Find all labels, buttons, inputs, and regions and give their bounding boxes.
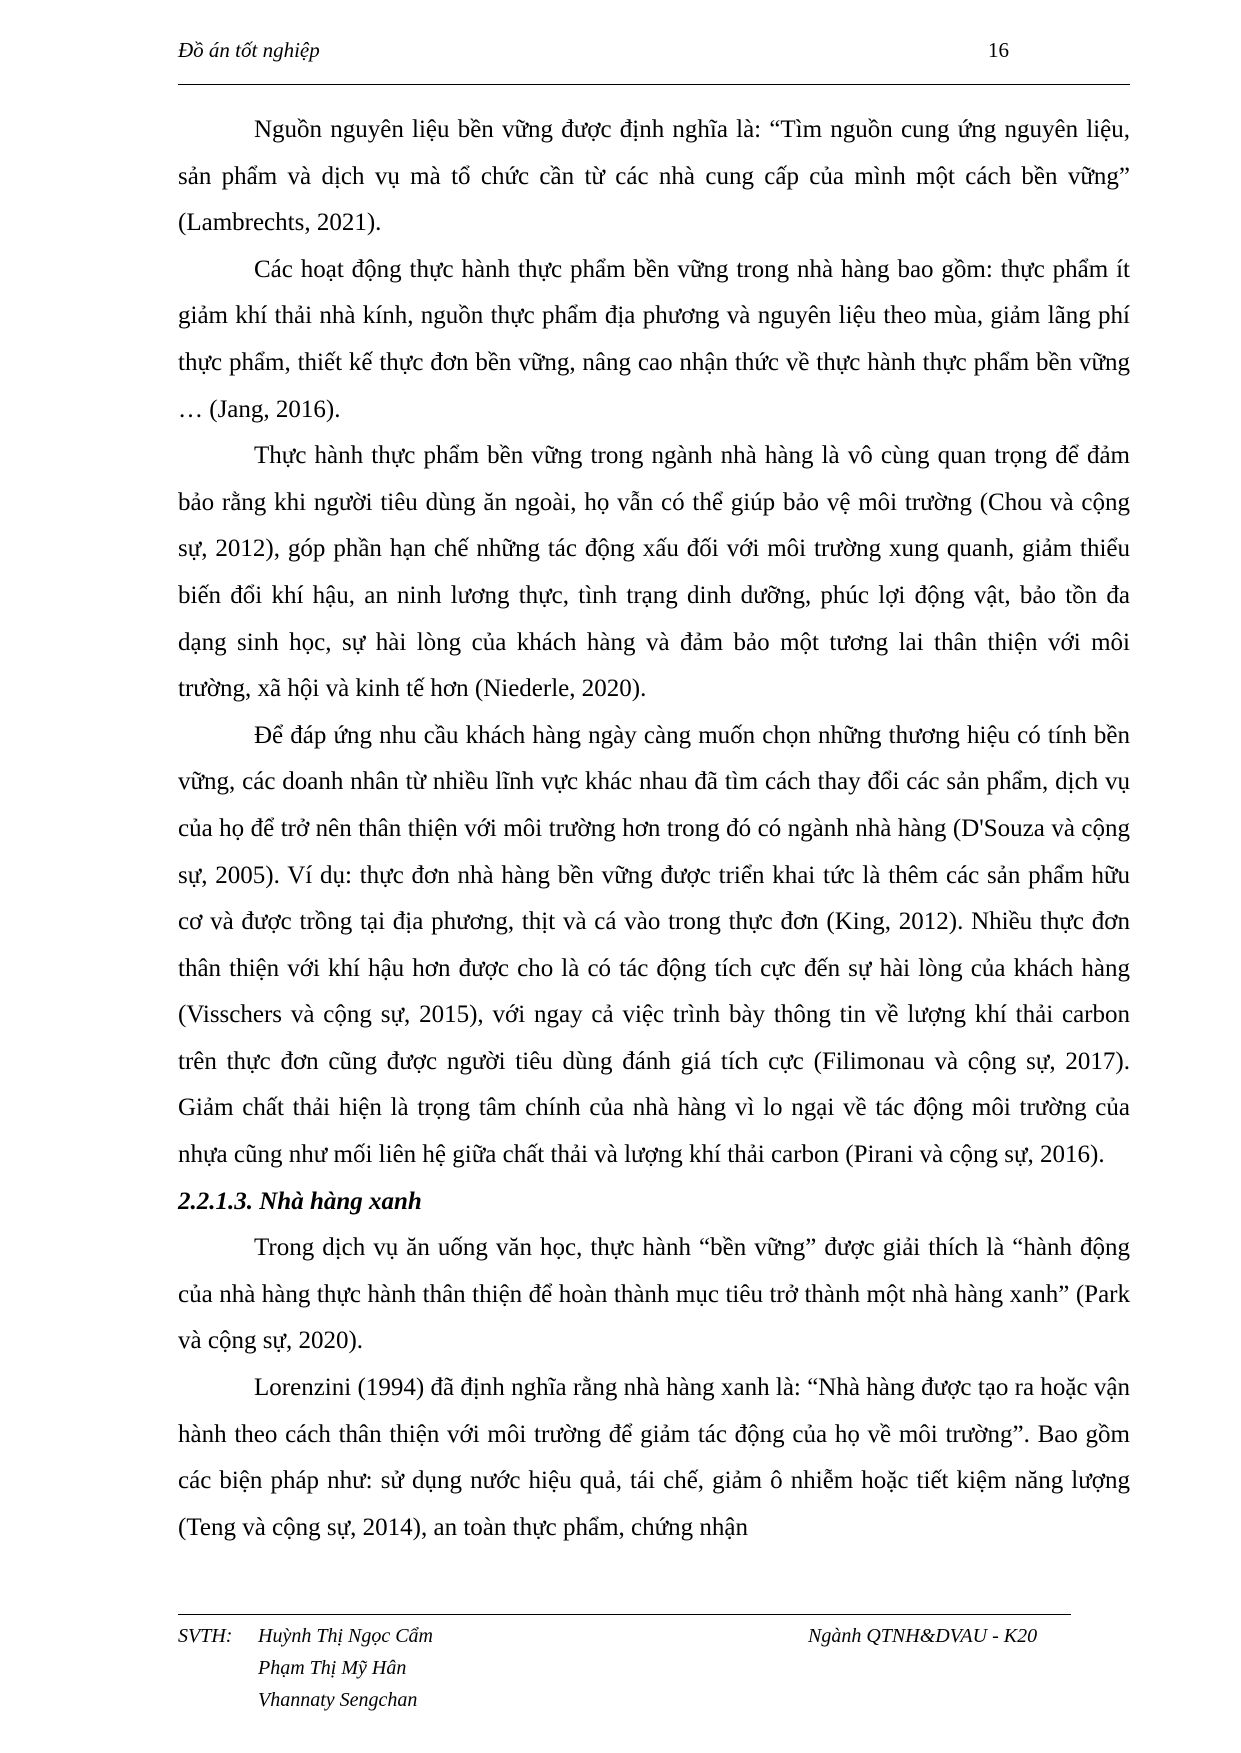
svth-label: SVTH: bbox=[178, 1625, 233, 1647]
paragraph-importance: Thực hành thực phẩm bền vững trong ngành nhà hàng là vô cùng quan trọng để đảm bảo rằng khi người tiêu dùng ăn ngoài, họ vẫn có thể giúp bảo vệ môi trường (Chou và cộng sự, 2012), góp phần hạn chế những tác động xấu đối với môi trường xung quanh, giảm thiểu biến đổi khí hậu, an ninh lương thực, tình trạng dinh dưỡng, phúc lợi động vật, bảo tồn đa dạng sinh học, sự hài lòng của khách hàng và đảm bảo một tương lai thân thiện với môi trường, xã hội và kinh tế hơn (Niederle, 2020). bbox=[178, 442, 1130, 703]
major-label: Ngành QTNH&DVAU - K20 bbox=[808, 1625, 1038, 1647]
paragraph-sustainable-food-practices: Các hoạt động thực hành thực phẩm bền vững trong nhà hàng bao gồm: thực phẩm ít giảm khí thải nhà kính, nguồn thực phẩm địa phương và nguyên liệu theo mùa, giảm lãng phí thực phẩm, thiết kế thực đơn bền vững, nâng cao nhận thức về thực hành thực phẩm bền vững … (Jang, 2016). bbox=[178, 255, 1130, 423]
author-list bbox=[258, 1620, 433, 1716]
header-title: Đồ án tốt nghiệp bbox=[178, 38, 320, 62]
author-name: Vhannaty Sengchan bbox=[258, 1689, 418, 1711]
paragraph-sustainable-sourcing: Nguồn nguyên liệu bền vững được định nghĩa là: “Tìm nguồn cung ứng nguyên liệu, sản phẩm và dịch vụ mà tổ chức cần từ các nhà cung cấp của mình một cách bền vững” (Lambrechts, 2021). bbox=[178, 116, 1130, 237]
author-name: Phạm Thị Mỹ Hân bbox=[258, 1657, 407, 1679]
author-name: Huỳnh Thị Ngọc Cẩm bbox=[258, 1625, 433, 1647]
header-divider bbox=[178, 84, 1130, 85]
page-number: 16 bbox=[988, 38, 1009, 62]
paragraph-customer-demand: Để đáp ứng nhu cầu khách hàng ngày càng muốn chọn những thương hiệu có tính bền vững, các doanh nhân từ nhiều lĩnh vực khác nhau đã tìm cách thay đổi các sản phẩm, dịch vụ của họ để trở nên thân thiện với môi trường hơn trong đó có ngành nhà hàng (D'Souza và cộng sự, 2005). Ví dụ: thực đơn nhà hàng bền vững được triển khai tức là thêm các sản phẩm hữu cơ và được trồng tại địa phương, thịt và cá vào trong thực đơn (King, 2012). Nhiều thực đơn thân thiện với khí hậu hơn được cho là có tác động tích cực đến sự hài lòng của khách hàng (Visschers và cộng sự, 2015), với ngay cả việc trình bày thông tin về lượng khí thải carbon trên thực đơn cũng được người tiêu dùng đánh giá tích cực (Filimonau và cộng sự, 2017). Giảm chất thải hiện là trọng tâm chính của nhà hàng vì lo ngại về tác động môi trường của nhựa cũng như mối liên hệ giữa chất thải và lượng khí thải carbon (Pirani và cộng sự, 2016). bbox=[178, 721, 1130, 1169]
document-body bbox=[178, 107, 1130, 1551]
footer-divider bbox=[178, 1614, 1071, 1615]
section-heading: 2.2.1.3. Nhà hàng xanh bbox=[178, 1187, 422, 1215]
paragraph-lorenzini: Lorenzini (1994) đã định nghĩa rằng nhà hàng xanh là: “Nhà hàng được tạo ra hoặc vận hành theo cách thân thiện với môi trường để giảm tác động của họ về môi trường”. Bao gồm các biện pháp như: sử dụng nước hiệu quả, tái chế, giảm ô nhiễm hoặc tiết kiệm năng lượng (Teng và cộng sự, 2014), an toàn thực phẩm, chứng nhận bbox=[178, 1374, 1130, 1541]
paragraph-green-definition: Trong dịch vụ ăn uống văn học, thực hành “bền vững” được giải thích là “hành động của nhà hàng thực hành thân thiện để hoàn thành mục tiêu trở thành một nhà hàng xanh” (Park và cộng sự, 2020). bbox=[178, 1234, 1130, 1355]
